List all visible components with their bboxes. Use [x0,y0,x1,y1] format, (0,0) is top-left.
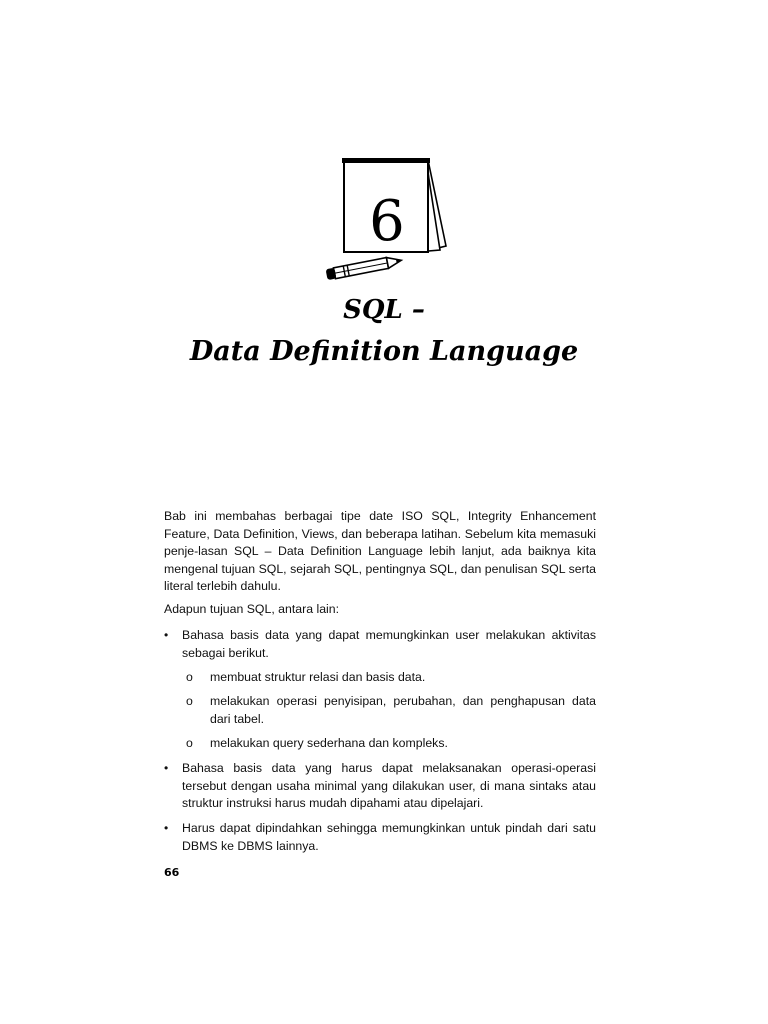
lead-paragraph: Adapun tujuan SQL, antara lain: [164,602,340,616]
bullet-icon: • [164,821,169,835]
list-item [164,820,596,855]
circle-bullet-icon: o [186,670,193,684]
circle-bullet-icon: o [186,694,193,708]
sub-list-item-text: melakukan query sederhana dan kompleks. [210,736,448,750]
sub-list-item-text: membuat struktur relasi dan basis data. [210,670,426,684]
list-item-text: Harus dapat dipindahkan sehingga memungkinkan untuk pindah dari satu DBMS ke DBMS lainnya. [182,821,596,853]
bullet-icon: • [164,761,169,775]
sub-list-item [186,735,596,753]
sub-list-item [186,669,596,687]
chapter-number: 6 [369,189,405,254]
intro-paragraph: Bab ini membahas berbagai tipe date ISO SQL, Integrity Enhancement Feature, Data Definition, Views, dan beberapa latihan. Sebelum kita memasuki penje-lasan SQL – Data Definition Language lebih lanjut, ada baiknya kita mengenal tujuan SQL, sejarah SQL, pentingnya SQL, dan penulisan SQL serta literal terlebih dahulu. [164,509,596,594]
circle-bullet-icon: o [186,736,193,750]
sub-list-item-text: melakukan operasi penyisipan, perubahan, dan penghapusan data dari tabel. [210,694,596,726]
bullet-icon: • [164,628,169,642]
list-item-text: Bahasa basis data yang dapat memungkinkan user melakukan aktivitas sebagai berikut. [182,628,596,660]
list-item-text: Bahasa basis data yang harus dapat melaksanakan operasi-operasi tersebut dengan usaha minimal yang dilakukan user, di mana sintaks atau struktur instruksi harus mudah dipahami atau dipelajari. [182,761,596,811]
chapter-title-line2: Data Definition Language [189,336,579,367]
list-item [164,627,596,662]
page-number: 66 [164,866,180,879]
chapter-title-line1: SQL – [343,295,425,325]
list-item [164,760,596,813]
sub-list-item [186,693,596,728]
chapter-emblem [322,150,452,285]
